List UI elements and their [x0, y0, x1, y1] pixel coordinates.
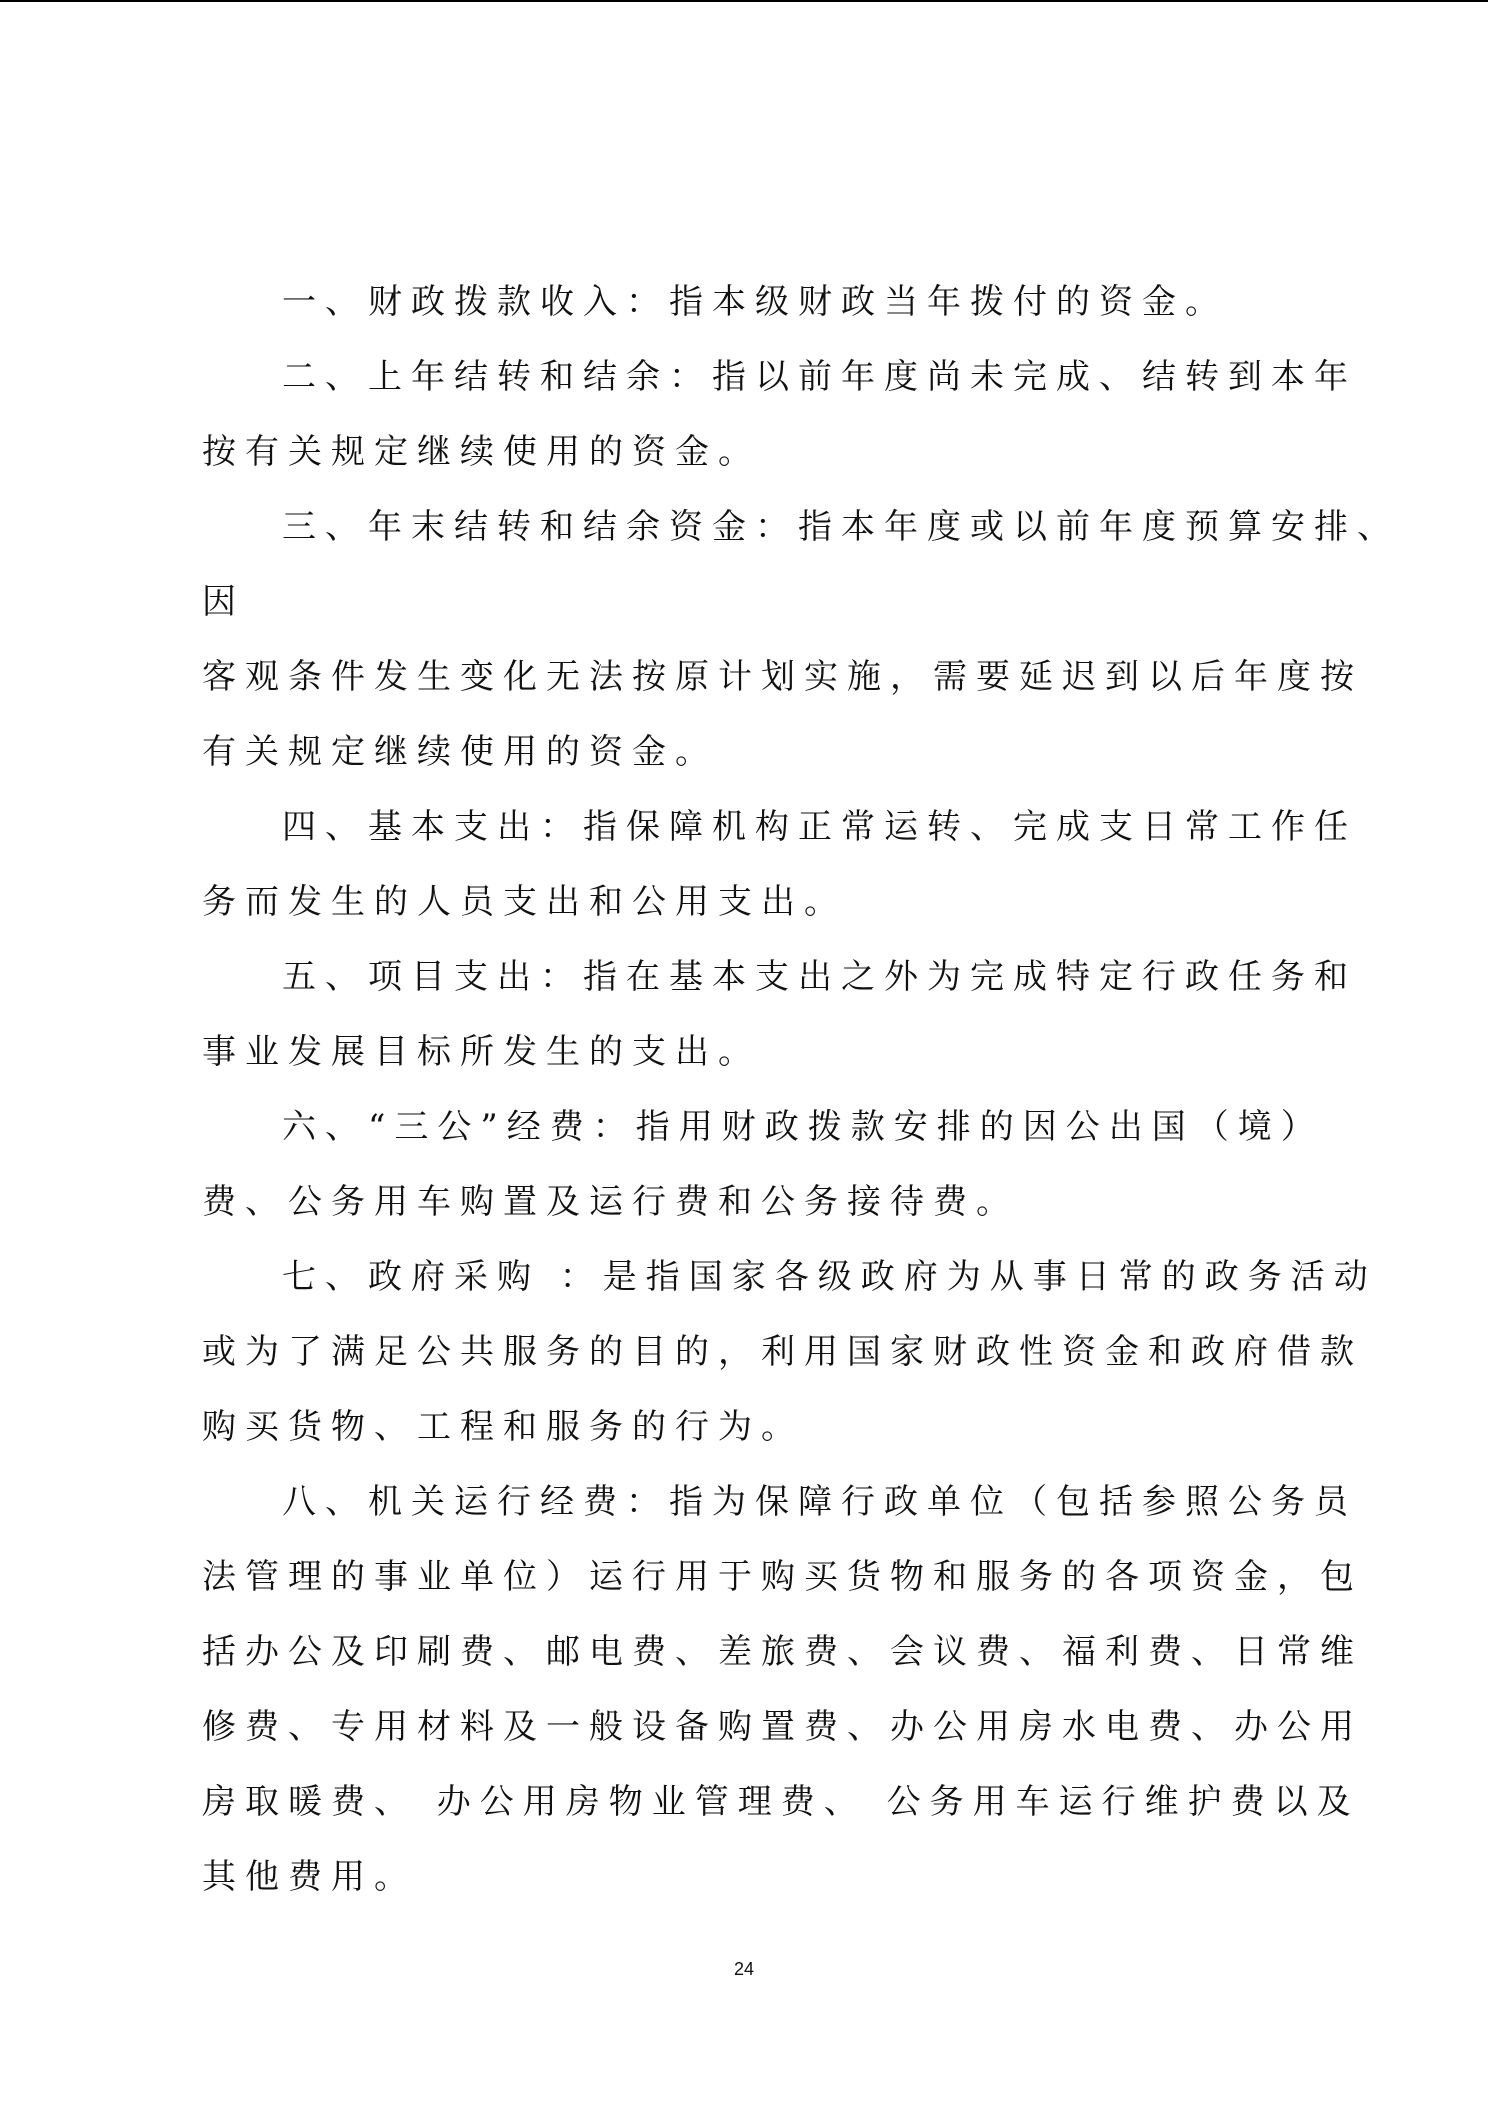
definition-7-line-2: 或为了满足公共服务的目的，利用国家财政性资金和政府借款 [202, 1332, 1363, 1372]
definition-6-line-1: 六、“三公”经费：指用财政拨款安排的因公出国（境） [282, 1107, 1324, 1147]
definition-5-line-1: 五、项目支出：指在基本支出之外为完成特定行政任务和 [282, 957, 1357, 997]
definition-7-line-3: 购买货物、工程和服务的行为。 [202, 1407, 804, 1447]
definition-2-line-2: 按有关规定继续使用的资金。 [202, 432, 761, 472]
definition-3-line-3: 客观条件发生变化无法按原计划实施，需要延迟到以后年度按 [202, 657, 1363, 697]
page-top-border [0, 0, 1488, 2]
definition-8-line-2: 法管理的事业单位）运行用于购买货物和服务的各项资金，包 [202, 1557, 1363, 1597]
definition-8-line-5: 房取暖费、 办公用房物业管理费、 公务用车运行维护费以及 [202, 1782, 1360, 1822]
definition-8-line-1: 八、机关运行经费：指为保障行政单位（包括参照公务员 [282, 1482, 1357, 1522]
definition-3-line-1: 三、年末结转和结余资金：指本年度或以前年度预算安排、 [282, 507, 1400, 547]
definition-6-line-2: 费、公务用车购置及运行费和公务接待费。 [202, 1182, 1019, 1222]
definition-8-line-4: 修费、专用材料及一般设备购置费、办公用房水电费、办公用 [202, 1707, 1363, 1747]
definition-3-line-2: 因 [202, 582, 245, 622]
definition-2-line-1: 二、上年结转和结余：指以前年度尚未完成、结转到本年 [282, 357, 1357, 397]
definition-4-line-2: 务而发生的人员支出和公用支出。 [202, 882, 847, 922]
definition-7-line-1: 七、政府采购 ：是指国家各级政府为从事日常的政务活动 [282, 1257, 1377, 1297]
definition-4-line-1: 四、基本支出：指保障机构正常运转、完成支日常工作任 [282, 807, 1357, 847]
page-number: 24 [733, 1959, 755, 1979]
definition-8-line-6: 其他费用。 [202, 1857, 417, 1897]
definition-1-line-1: 一、财政拨款收入：指本级财政当年拨付的资金。 [282, 282, 1228, 322]
definition-3-line-4: 有关规定继续使用的资金。 [202, 732, 718, 772]
definition-5-line-2: 事业发展目标所发生的支出。 [202, 1032, 761, 1072]
definition-8-line-3: 括办公及印刷费、邮电费、差旅费、会议费、福利费、日常维 [202, 1632, 1363, 1672]
